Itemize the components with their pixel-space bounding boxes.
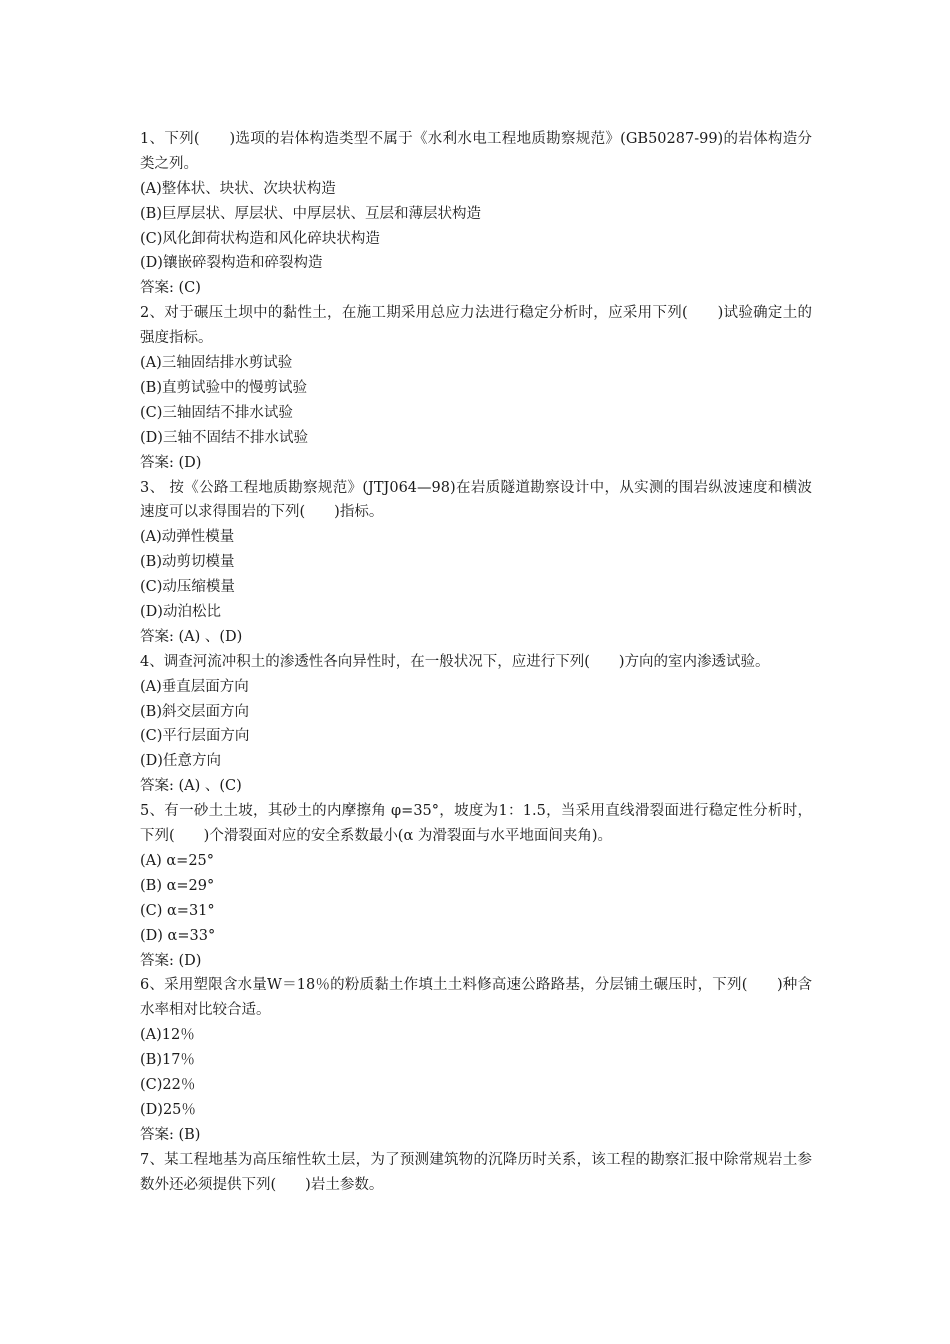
answer: 答案: (A) 、(C) (140, 778, 242, 795)
question-2 (140, 301, 812, 475)
answer: 答案: (D) (140, 952, 202, 969)
option-d: (D)镶嵌碎裂构造和碎裂构造 (140, 255, 323, 272)
question-3 (140, 476, 812, 650)
option-c: (C)22％ (140, 1077, 196, 1094)
option-b: (B)17％ (140, 1052, 195, 1069)
option-a: (A)12％ (140, 1027, 195, 1044)
question-text: 1、下列( )选项的岩体构造类型不属于《水利水电工程地质勘察规范》(GB50287-99)的岩体构造分类之列。 (140, 131, 812, 172)
option-c: (C) α=31° (140, 902, 215, 919)
option-a: (A)垂直层面方向 (140, 678, 249, 695)
option-d: (D)三轴不固结不排水试验 (140, 429, 308, 446)
answer: 答案: (C) (140, 280, 201, 297)
option-a: (A)三轴固结排水剪试验 (140, 355, 293, 372)
question-text: 3、 按《公路工程地质勘察规范》(JTJ064—98)在岩质隧道勘察设计中，从实测的围岩纵波速度和横波速度可以求得围岩的下列( )指标。 (140, 479, 812, 521)
option-d: (D)动泊松比 (140, 604, 221, 621)
answer: 答案: (A) 、(D) (140, 628, 243, 645)
question-1 (140, 127, 812, 301)
question-7 (140, 1148, 812, 1198)
option-b: (B)动剪切模量 (140, 554, 235, 571)
option-c: (C)动压缩模量 (140, 579, 235, 596)
option-a: (A)整体状、块状、次块状构造 (140, 180, 336, 197)
option-c: (C)风化卸荷状构造和风化碎块状构造 (140, 230, 380, 247)
option-d: (D)25％ (140, 1101, 196, 1118)
option-b: (B)巨厚层状、厚层状、中厚层状、互层和薄层状构造 (140, 205, 481, 222)
question-text: 5、有一砂土土坡，其砂土的内摩擦角 φ=35°，坡度为1：1.5，当采用直线滑裂面进行稳定性分析时，下列( )个滑裂面对应的安全系数最小(α 为滑裂面与水平地面间夹角)。 (140, 803, 812, 845)
question-text: 4、调查河流冲积土的渗透性各向异性时，在一般状况下，应进行下列( )方向的室内渗透试验。 (140, 653, 770, 670)
option-c: (C)三轴固结不排水试验 (140, 404, 293, 421)
option-d: (D) α=33° (140, 927, 216, 944)
option-b: (B)斜交层面方向 (140, 703, 249, 720)
option-b: (B) α=29° (140, 877, 215, 894)
option-d: (D)任意方向 (140, 753, 221, 770)
question-text: 7、某工程地基为高压缩性软土层，为了预测建筑物的沉降历时关系，该工程的勘察汇报中除常规岩土参数外还必须提供下列( )岩土参数。 (140, 1151, 812, 1193)
question-4 (140, 650, 812, 799)
answer: 答案: (D) (140, 454, 202, 471)
answer: 答案: (B) (140, 1126, 201, 1143)
question-text: 2、对于碾压土坝中的黏性土，在施工期采用总应力法进行稳定分析时，应采用下列( )试验确定土的强度指标。 (140, 305, 812, 347)
question-6 (140, 973, 812, 1147)
option-a: (A)动弹性模量 (140, 529, 235, 546)
option-c: (C)平行层面方向 (140, 728, 250, 745)
option-a: (A) α=25° (140, 852, 215, 869)
document-page (140, 127, 812, 1198)
question-text: 6、采用塑限含水量W＝18％的粉质黏土作填土土料修高速公路路基，分层铺土碾压时，下列( )种含水率相对比较合适。 (140, 977, 812, 1019)
question-5 (140, 799, 812, 973)
option-b: (B)直剪试验中的慢剪试验 (140, 379, 307, 396)
